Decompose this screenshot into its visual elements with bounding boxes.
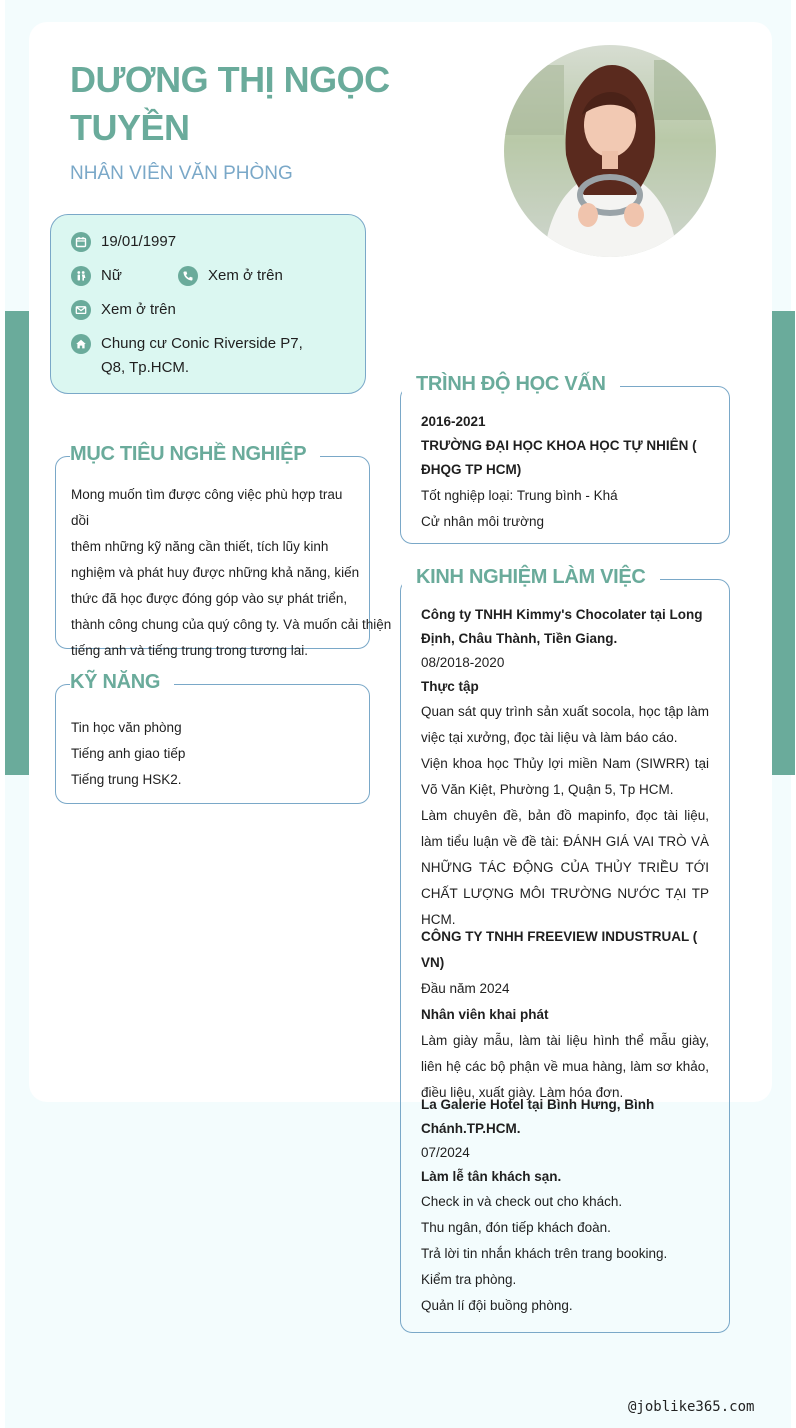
objective-line: nghiệm và phát huy được những khả năng, kiến bbox=[71, 565, 360, 580]
birthday-value: 19/01/1997 bbox=[101, 233, 177, 250]
job-description: Kiểm tra phòng. bbox=[421, 1272, 517, 1287]
job-description: Trả lời tin nhắn khách trên trang booking. bbox=[421, 1246, 668, 1261]
job-company: CÔNG TY TNHH FREEVIEW INDUSTRUAL ( VN) bbox=[421, 929, 698, 970]
gender-value: Nữ bbox=[101, 267, 122, 284]
education-degree: Cử nhân môi trường bbox=[421, 514, 544, 529]
education-title: TRÌNH ĐỘ HỌC VẤN bbox=[402, 373, 620, 396]
watermark: @joblike365.com bbox=[628, 1399, 755, 1415]
experience-title: KINH NGHIỆM LÀM VIỆC bbox=[402, 566, 660, 589]
objective-text bbox=[71, 482, 392, 664]
job-period: Đầu năm 2024 bbox=[421, 981, 510, 996]
email-value: Xem ở trên bbox=[101, 301, 176, 318]
job-entry bbox=[421, 924, 709, 1106]
birthday-row bbox=[71, 230, 176, 254]
job-description: Quan sát quy trình sản xuất socola, học tập làm việc tại xưởng, đọc tài liệu và làm báo cáo. bbox=[421, 704, 709, 745]
job-description: Làm giày mẫu, làm tài liệu hình thể mẫu giày, liên hệ các bộ phận về mua hàng, làm sơ khảo, điều liệu, xuất giày. Làm hóa đơn. bbox=[421, 1033, 709, 1100]
gender-row bbox=[71, 264, 122, 288]
job-role: Làm lễ tân khách sạn. bbox=[421, 1169, 562, 1184]
calendar-icon bbox=[71, 232, 91, 252]
job-entry bbox=[421, 1093, 709, 1319]
job-role: Thực tập bbox=[421, 679, 479, 694]
mail-icon bbox=[71, 300, 91, 320]
objective-line: thành công chung của quý công ty. Và muốn cải thiện bbox=[71, 617, 392, 632]
objective-title: MỤC TIÊU NGHỀ NGHIỆP bbox=[70, 443, 320, 466]
job-description: Làm chuyên đề, bản đồ mapinfo, đọc tài liệu, làm tiểu luận về đề tài: ĐÁNH GIÁ VAI TRÒ VÀ NHỮNG TÁC ĐỘNG CỦA THỦY TRIỀU TỚI CHẤT LƯỢNG MÔI TRƯỜNG NƯỚC TẠI TP HCM. bbox=[421, 808, 709, 927]
education-content bbox=[421, 410, 711, 534]
education-grade: Tốt nghiệp loại: Trung bình - Khá bbox=[421, 488, 618, 503]
skill-item: Tiếng trung HSK2. bbox=[71, 772, 182, 787]
job-company: La Galerie Hotel tại Bình Hưng, Bình Chánh.TP.HCM. bbox=[421, 1097, 655, 1136]
job-period: 08/2018-2020 bbox=[421, 655, 505, 670]
objective-line: thêm những kỹ năng cần thiết, tích lũy kinh bbox=[71, 539, 329, 554]
phone-row bbox=[178, 264, 283, 288]
address-value: Chung cư Conic Riverside P7, Q8, Tp.HCM. bbox=[101, 335, 303, 376]
job-entry bbox=[421, 603, 709, 933]
objective-line: tiếng anh và tiếng trung trong tương lai. bbox=[71, 643, 309, 658]
job-description: Viện khoa học Thủy lợi miền Nam (SIWRR) tại Võ Văn Kiệt, Phường 1, Quận 5, Tp HCM. bbox=[421, 756, 709, 797]
candidate-name: DƯƠNG THỊ NGỌC TUYỀN bbox=[70, 59, 390, 148]
job-company: Công ty TNHH Kimmy's Chocolater tại Long Định, Châu Thành, Tiền Giang. bbox=[421, 607, 703, 646]
phone-value: Xem ở trên bbox=[208, 267, 283, 284]
job-title: NHÂN VIÊN VĂN PHÒNG bbox=[70, 163, 293, 184]
objective-line: Mong muốn tìm được công việc phù hợp trau dồi bbox=[71, 487, 343, 528]
skill-item: Tiếng anh giao tiếp bbox=[71, 746, 186, 761]
job-period: 07/2024 bbox=[421, 1145, 470, 1160]
skill-item: Tin học văn phòng bbox=[71, 720, 182, 735]
skills-list bbox=[71, 715, 361, 793]
avatar-photo bbox=[504, 45, 716, 257]
job-description: Quản lí đội buồng phòng. bbox=[421, 1298, 573, 1313]
email-row bbox=[71, 298, 176, 322]
education-period: 2016-2021 bbox=[421, 414, 486, 429]
education-school: TRƯỜNG ĐẠI HỌC KHOA HỌC TỰ NHIÊN ( ĐHQG TP HCM) bbox=[421, 438, 697, 477]
job-description: Thu ngân, đón tiếp khách đoàn. bbox=[421, 1220, 611, 1235]
home-icon bbox=[71, 334, 91, 354]
address-row bbox=[71, 332, 321, 380]
left-accent-bar bbox=[5, 311, 29, 775]
skills-title: KỸ NĂNG bbox=[70, 671, 174, 694]
gender-icon bbox=[71, 266, 91, 286]
job-description: Check in và check out cho khách. bbox=[421, 1194, 623, 1209]
phone-icon bbox=[178, 266, 198, 286]
right-accent-bar bbox=[772, 311, 795, 775]
job-role: Nhân viên khai phát bbox=[421, 1007, 549, 1022]
objective-line: thức đã học được đóng góp vào sự phát triển, bbox=[71, 591, 348, 606]
